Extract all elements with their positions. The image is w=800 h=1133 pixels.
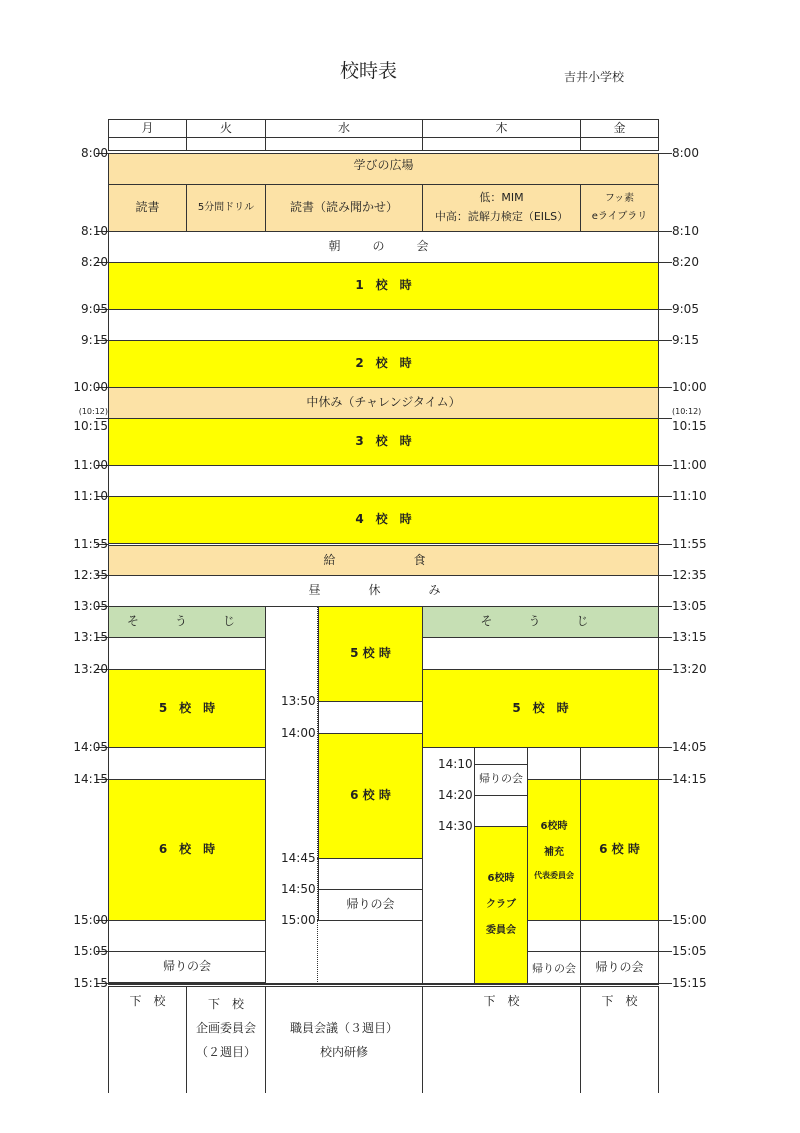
header-spacer [422, 137, 581, 151]
day-header-fri: 金 [580, 119, 659, 138]
time-right: 10:15 [672, 419, 707, 433]
time-right: 13:15 [672, 630, 707, 644]
kounai-kenshu: 校内研修 [319, 1045, 368, 1059]
line-1505-thu [527, 951, 581, 952]
tick [658, 340, 672, 341]
kikaku-iinkai: 企画委員会 [195, 1021, 256, 1035]
break-2 [108, 465, 659, 497]
header-spacer [580, 137, 659, 151]
kaeri-thu-early: 帰りの会 [479, 772, 523, 785]
break-montue-2 [108, 747, 266, 780]
header-spacer [265, 137, 423, 151]
tick [317, 733, 323, 734]
asa-no-kai: 朝 の 会 [108, 231, 659, 263]
morning-tue: 5分間ドリル [186, 184, 266, 232]
gap-montue [108, 920, 266, 952]
period-6-wed: 6 校 時 [318, 733, 423, 859]
kaeri-montue: 帰りの会 [108, 951, 266, 983]
club-block [474, 826, 528, 984]
day-header-tue: 火 [186, 119, 266, 138]
time-left: 11:55 [73, 537, 108, 551]
tick [317, 920, 323, 921]
tick [658, 669, 672, 670]
morning-thu-line1: 低：MIM [479, 191, 524, 205]
tick [658, 575, 672, 576]
kyushoku: 給 食 [108, 545, 659, 576]
gekou-fri: 下 校 [601, 994, 638, 1008]
hoju-block [527, 779, 581, 921]
morning-fri-line2: eライブラリ [591, 211, 648, 222]
kaeri-thu-late: 帰りの会 [532, 962, 576, 975]
kaeri-wed: 帰りの会 [318, 889, 423, 921]
tick [658, 606, 672, 607]
tick [658, 262, 672, 263]
time-wed: 13:50 [281, 694, 316, 708]
time-right: 9:05 [672, 302, 699, 316]
time-right: 11:10 [672, 489, 707, 503]
gekou-tue: 下 校 [207, 997, 244, 1011]
tick [317, 889, 323, 890]
time-right: 13:05 [672, 599, 707, 613]
time-left: 15:05 [73, 944, 108, 958]
gap-wed [318, 858, 423, 890]
time-left: 8:20 [81, 255, 108, 269]
time-right: 9:15 [672, 333, 699, 347]
souji-montue: そ う じ [108, 606, 266, 638]
time-right: 14:05 [672, 740, 707, 754]
time-right: 15:05 [672, 944, 707, 958]
tick [658, 779, 672, 780]
period-2: 2 校 時 [108, 340, 659, 388]
time-right: 13:20 [672, 662, 707, 676]
bottom-tue [186, 992, 266, 1064]
period-6-fri: 6 校 時 [580, 779, 659, 921]
time-left: 13:15 [73, 630, 108, 644]
tick [658, 231, 672, 232]
hoju-line1: 6校時 [540, 820, 568, 832]
time-left: 13:05 [73, 599, 108, 613]
tick [658, 387, 672, 388]
bottom-wed [265, 1016, 423, 1064]
tick [317, 858, 323, 859]
wed-left-border [265, 606, 266, 984]
time-right: 11:00 [672, 458, 707, 472]
time-right: 8:20 [672, 255, 699, 269]
time-left: 9:05 [81, 302, 108, 316]
time-left: 9:15 [81, 333, 108, 347]
break-1 [108, 309, 659, 341]
break-wed [318, 701, 423, 734]
morning-wed: 読書（読み聞かせ） [265, 184, 423, 232]
tick [658, 465, 672, 466]
time-left: 8:10 [81, 224, 108, 238]
time-left: 11:00 [73, 458, 108, 472]
time-right: 11:55 [672, 537, 707, 551]
double-line-top [108, 983, 659, 984]
morning-thu [422, 184, 581, 232]
break-montue [108, 637, 266, 670]
hiruyasumi: 昼 休 み [108, 575, 659, 607]
time-left: 13:20 [73, 662, 108, 676]
period-5-thufri: 5 校 時 [422, 669, 659, 748]
period-6-montue: 6 校 時 [108, 779, 266, 921]
morning-thu-line2: 中高：読解力検定（EILS） [434, 210, 569, 223]
time-thu: 14:30 [438, 819, 473, 833]
hoju-line3: 代表委員会 [534, 870, 574, 880]
period-3: 3 校 時 [108, 418, 659, 466]
time-left: 8:00 [81, 146, 108, 160]
header-spacer [186, 137, 266, 151]
time-right: 8:00 [672, 146, 699, 160]
time-left-note: (10:12) [78, 407, 108, 416]
time-wed: 14:50 [281, 882, 316, 896]
day-header-thu: 木 [422, 119, 581, 138]
hiroba-label: 学びの広場 [353, 158, 414, 172]
time-right: 15:00 [672, 913, 707, 927]
tick [658, 153, 672, 154]
club-line1: 6校時 [487, 873, 515, 884]
hoju-line2: 補充 [544, 846, 564, 858]
line-1410 [474, 764, 528, 765]
tick [658, 496, 672, 497]
time-left: 12:35 [73, 568, 108, 582]
school-name: 吉井小学校 [564, 70, 625, 84]
day-header-wed: 水 [265, 119, 423, 138]
gekou-mon: 下 校 [129, 994, 166, 1008]
time-right-note: (10:12) [672, 407, 702, 416]
period-5-montue: 5 校 時 [108, 669, 266, 748]
time-right: 14:15 [672, 772, 707, 786]
gekou-thu: 下 校 [483, 994, 520, 1008]
time-thu: 14:20 [438, 788, 473, 802]
break-thufri [422, 637, 659, 670]
period-1: 1 校 時 [108, 262, 659, 310]
morning-fri [580, 184, 659, 232]
tick [658, 418, 672, 419]
page-title: 校時表 [340, 60, 398, 82]
time-wed: 14:00 [281, 726, 316, 740]
time-left: 14:15 [73, 772, 108, 786]
morning-mon: 読書 [108, 184, 187, 232]
morning-fri-line1: フッ素 [604, 193, 635, 204]
time-left: 10:15 [73, 419, 108, 433]
time-left: 11:10 [73, 489, 108, 503]
time-thu: 14:10 [438, 757, 473, 771]
tick [658, 983, 672, 984]
time-wed: 14:45 [281, 851, 316, 865]
tick [658, 309, 672, 310]
tick [317, 701, 323, 702]
period-5-wed: 5 校 時 [318, 606, 423, 702]
club-line3: 委員会 [486, 925, 516, 936]
tick [658, 920, 672, 921]
line-1420 [474, 795, 528, 796]
double-line-bottom [108, 986, 659, 987]
week-2: （２週目） [195, 1045, 256, 1059]
period-4: 4 校 時 [108, 496, 659, 544]
tick [658, 637, 672, 638]
tick [658, 747, 672, 748]
time-left: 15:15 [73, 976, 108, 990]
time-left: 15:00 [73, 913, 108, 927]
time-right: 8:10 [672, 224, 699, 238]
header-spacer [108, 137, 187, 151]
kaeri-fri: 帰りの会 [580, 951, 659, 984]
tick [658, 544, 672, 545]
time-right: 10:00 [672, 380, 707, 394]
shokuin-kaigi: 職員会議（３週目） [289, 1021, 398, 1035]
nakayasumi: 中休み（チャレンジタイム） [108, 387, 659, 419]
souji-thufri: そ う じ [422, 606, 659, 638]
time-right: 15:15 [672, 976, 707, 990]
tick [658, 951, 672, 952]
time-left: 14:05 [73, 740, 108, 754]
club-line2: クラブ [486, 899, 516, 910]
time-left: 10:00 [73, 380, 108, 394]
time-wed: 15:00 [281, 913, 316, 927]
day-header-mon: 月 [108, 119, 187, 138]
time-right: 12:35 [672, 568, 707, 582]
